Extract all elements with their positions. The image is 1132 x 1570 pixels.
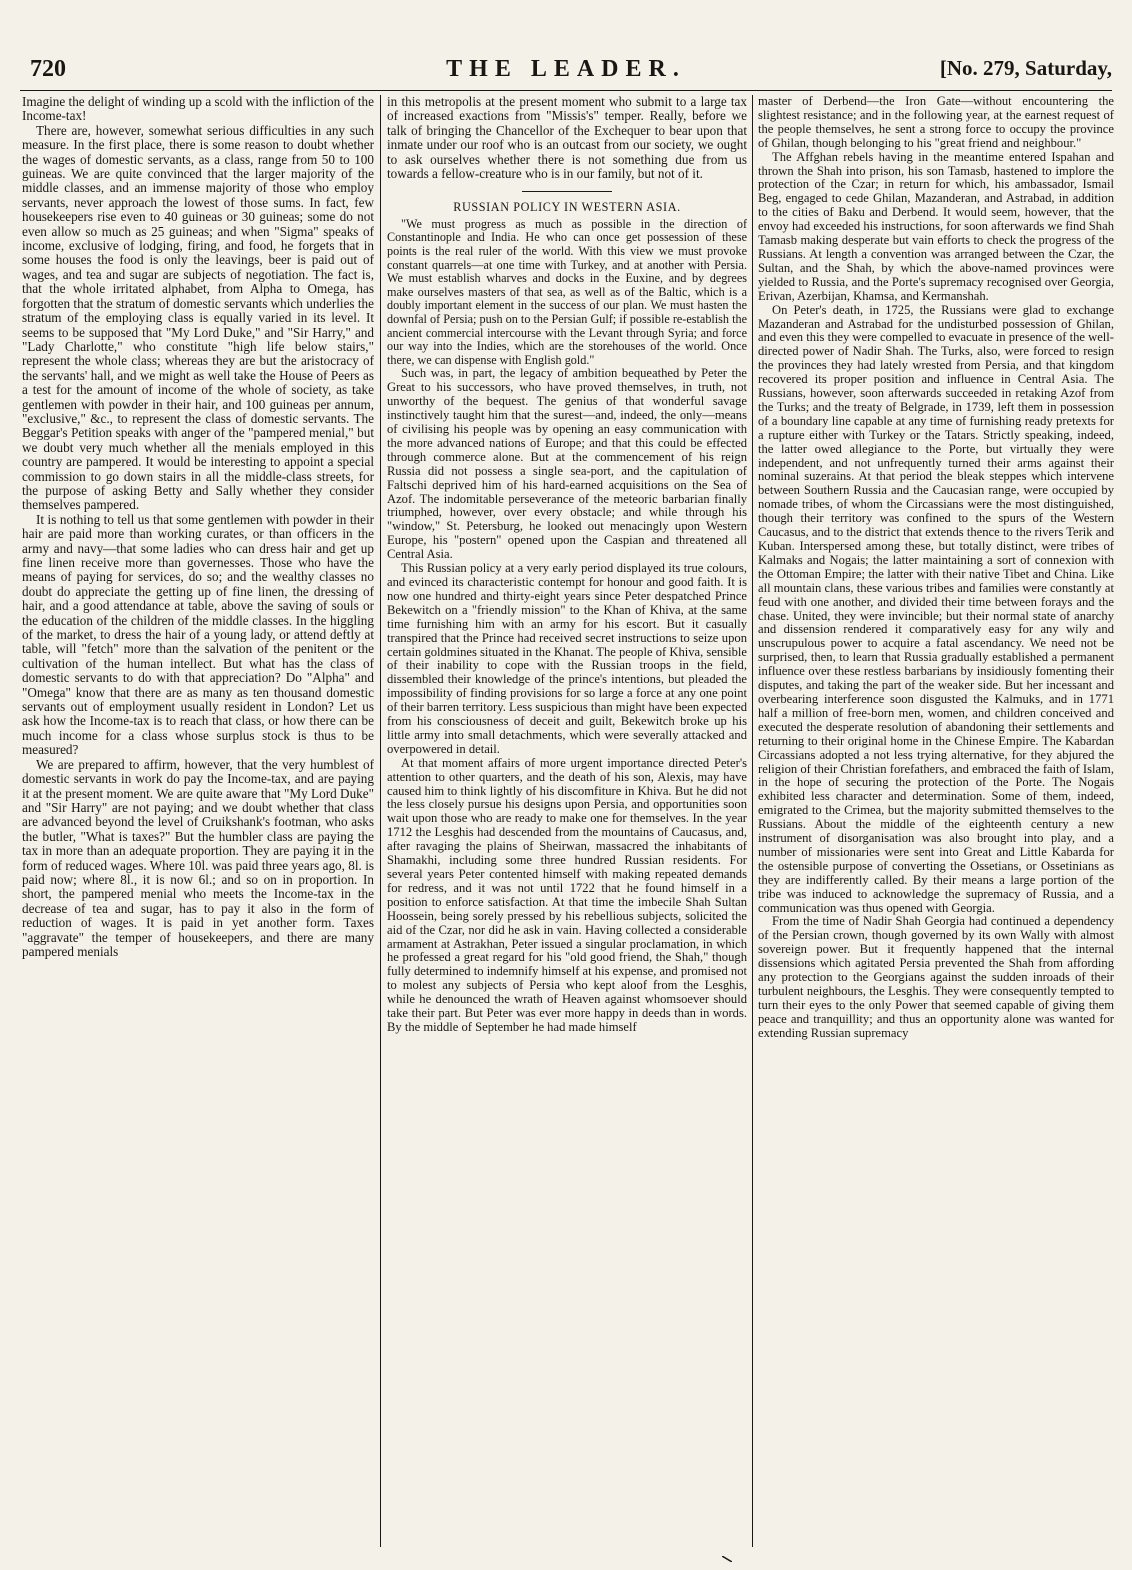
paragraph: On Peter's death, in 1725, the Russians were glad to exchange Mazanderan and Astrabad for the undisturbed possession of Ghilan, and even this they were compelled to evacuate in presence of the well-directed power of Nadir Shah. The Turks, also, were forced to resign the provinces they had lately wrested from Persia, and that kingdom recovered its proper position and influence in Central Asia. The Russians, however, soon afterwards succeeded in retaking Azof from the Turks; and the treaty of Belgrade, in 1739, left them in possession of a boundary line capable at any time of furnishing ready pretexts for a rupture either with Turkey or the Tatars. Strictly speaking, indeed, the latter owed allegiance to the Porte, but virtually they were independent, and not unfrequently turned their arms against their nominal suzerains. At that period the bleak steppes which intervene between Southern Russia and the Caucasian range, were occupied by nomade tribes, of whom the Circassians were the most distinguished, though their territory was confined to the spurs of the Western Caucasus, and to the district that extends thence to the rivers Terik and Kuban. Interspersed among these, but totally distinct, were tribes of Kalmaks and Nogais; the latter maintaining a sort of connexion with the Ottoman Empire; the latter with their native Tibet and China. Like all mountain clans, these various tribes and families were constantly at feud with one another, and divided their time between forays and the chase. United, they were invincible; but their normal state of anarchy and dissension rendered it comparatively easy for any wily and unscrupulous power to acquire a fatal ascendancy. We need not be surprised, then, to learn that Russia gradually established a permanent influence over these restless barbarians by insidiously fomenting their disputes, and taking the part of the weaker side. But her incessant and overbearing interference soon disgusted the Kalmuks, and in 1771 half a million of free-born men, women, and children conceived and executed the desperate resolution of abandoning their settlements and returning to their original home in the Chinese Empire. The Kabardan Circassians adopted a not less trying alternative, for they abjured the religion of their Christian forefathers, and embraced the faith of Islam, in the hope of securing the protection of the Porte. The Nogais exhibited less character and determination. Some of them, indeed, emigrated to the Crimea, but the majority submitted themselves to the Russians. About the middle of the eighteenth century a new instrument of disorganisation was also brought into play, and a number of missionaries were sent into Great and Little Kabarda for the ostensible purpose of converting the Ossetians, or Ossetinians as they are indifferently called. By their means a large portion of the tribe was induced to acknowledge the supremacy of Russia, and a communication was thus opened with Georgia.: [758, 302, 1114, 915]
paragraph: The Affghan rebels having in the meantime entered Ispahan and thrown the Shah into prison, his son Tamasb, hastened to implore the protection of the Czar; in return for which, his ambassador, Ismail Beg, engaged to cede Ghilan, Mazanderan, and Astrabad, in addition to the cities of Baku and Derbend. It would seem, however, that the envoy had exceeded his instructions, for soon afterwards we find Shah Tamasb making desperate but vain efforts to check the progress of the Russians. At length a convention was arranged between the Czar, the Sultan, and the Shah, by which the above-named provinces were yielded to Russia, and the Porte's supremacy recognised over Georgia, Erivan, Azerbijan, Khamsa, and Kermanshah.: [758, 149, 1114, 303]
paragraph: We are prepared to affirm, however, that the very humblest of domestic servants in work do pay the Income-tax, and are paying it at the present moment. We are quite aware that "My Lord Duke" and "Sir Harry" are not paying; and we doubt whether that class are advanced beyond the level of Cruikshank's footman, who asks the butler, "What is taxes?" But the humbler class are paying the tax in more than an adequate proportion. They are paying it in the form of reduced wages. Where 10l. was paid three years ago, 8l. is paid now; where 8l., it is now 6l.; and so on in proportion. In short, the pampered menial who meets the Income-tax in the decrease of tea and sugar, has to pay it also in the form of reduction of wages. It is paid in yet another form. Taxes "aggravate" the temper of housekeepers, and there are many pampered menials: [22, 756, 374, 959]
paragraph: Imagine the delight of winding up a scold with the infliction of the Income-tax!: [22, 95, 374, 124]
paragraph: This Russian policy at a very early period displayed its true colours, and evinced its characteristic contempt for honour and good faith. It is now one hundred and thirty-eight years since Peter despatched Prince Bekewitch on a "friendly mission" to the Khan of Khiva, at the same time furnishing him with an army for his escort. But it casually transpired that the Prince had received secret instructions to seize upon certain goldmines situated in the Khanat. The people of Khiva, sensible of their inability to cope with the Russian troops in the field, dissembled their knowledge of the prince's intentions, but pleaded the impossibility of finding provisions for so large a force at any one point of their barren territory. Less suspicious than might have been expected from his consciousness of deceit and guilt, Bekewitch broke up his little army into small detachments, which were severally attacked and overpowered in detail.: [387, 561, 747, 756]
article-heading: RUSSIAN POLICY IN WESTERN ASIA.: [453, 200, 681, 215]
page-header: [20, 56, 1112, 90]
page-number: 720: [30, 56, 66, 82]
epigraph-quote: "We must progress as much as possible in the direction of Constantinople and India. He who can once get possession of these points is the real ruler of the world. With this view we must provoke constant quarrels—at one time with Turkey, and at another with Persia. We must establish wharves and docks in the Euxine, and by degrees make ourselves masters of that sea, as well as of the Baltic, which is a doubly important element in the success of our plan. We must hasten the downfal of Persia; push on to the Persian Gulf; if possible re-establish the ancient commercial intercourse with the Levant through Syria; and force our way into the Indies, which are the storehouses of the world. Once there, we can dispense with English gold.": [387, 216, 747, 367]
column-divider: [380, 95, 381, 1547]
section-divider: [522, 191, 612, 192]
paragraph: It is nothing to tell us that some gentlemen with powder in their hair are paid more than working curates, or than officers in the army and navy—that some ladies who can dress hair and get up fine linen receive more than governesses. Those who have the means of paying for services, do so; and the wealthy classes no doubt do appreciate the getting up of fine linen, the dressing of hair, and a good attendance at table, above the saving of souls or the education of the children of the middle classes. In the higgling of the market, to dress the hair of a young lady, or attend deftly at table, will "fetch" more than the salvation of the penitent or the cultivation of the human intellect. But what has the class of domestic servants to do with that appreciation? Do "Alpha" and "Omega" know that there are as many as ten thousand domestic servants out of employment usually resident in London? Let us ask how the Income-tax is to reach that class, or how there can be much income for a class whose surplus stock is thus to be measured?: [22, 511, 374, 758]
paragraph: Such was, in part, the legacy of ambition bequeathed by Peter the Great to his successors, who have proved themselves, in truth, not unworthy of the bequest. The genius of that wonderful savage instinctively taught him that the surest—and, indeed, the only—means of civilising his people was by opening an easy communication with the more advanced nations of Europe; and that this could be effected through commerce alone. But at the commencement of his reign Russia did not possess a single sea-port, and the capitulation of Faltschi deprived him of his hard-earned acquisitions on the Sea of Azof. The indomitable perseverance of the meteoric barbarian finally triumphed, however, over every obstacle; and while through his "window," St. Petersburg, he looked out menacingly upon Western Europe, his "postern" opened upon the Caspian and threatened all Central Asia.: [387, 366, 747, 562]
issue-label: [No. 279, Saturday,: [939, 56, 1112, 80]
paragraph: From the time of Nadir Shah Georgia had continued a dependency of the Persian crown, though governed by its own Wally with almost sovereign power. But it frequently happened that the internal dissensions which agitated Persia prevented the Shah from affording any protection to the Georgians against the sudden inroads of their turbulent neighbours, the Lesghis. They were consequently tempted to turn their eyes to the only Power that seemed capable of giving them peace and tranquillity; and thus an opportunity alone was wanted for extending Russian supremacy: [758, 914, 1114, 1040]
paragraph: There are, however, somewhat serious difficulties in any such measure. In the first place, there is some reason to doubt whether the wages of domestic servants, as a class, range from 50 to 100 guineas. We are quite convinced that the larger majority of the middle classes, and an immense majority of those who employ servants, never approach the lowest of those sums. In fact, few housekeepers rise even to 40 guineas or 30 guineas; some do not even allow so much as 25 guineas; and when "Sigma" speaks of income, exclusive of lodging, firing, and food, he forgets that in some houses the food is only the leavings, beer is paid out of wages, and tea and sugar are subjects of negotiation. The fact is, that the whole irritated alphabet, from Alpha to Omega, has forgotten that the stratum of domestic servants which underlies the stratum of the employing class is equally varied in its level. It seems to be supposed that "My Lord Duke," and "Sir Harry," and "Lady Charlotte," who constitute "high life below stairs," represent the whole class; whereas they are but the aristocracy of the servants' hall, and we might as well take the House of Peers as a test for the amount of income of the whole of society, as take gentlemen with powder in their hair, and 100 guineas per annum, "exclusive," &c., to represent the class of domestic servants. The Beggar's Petition speaks with anger of the "pampered menial," but we doubt very much whether all the menials employed in this country are pampered. It would be interesting to appoint a special commission to go down stairs in all the middle-class streets, for the purpose of asking Betty and Sally whether they consider themselves pampered.: [22, 122, 374, 513]
column-divider: [752, 95, 753, 1547]
newspaper-title: THE LEADER.: [446, 56, 686, 82]
column-left: [22, 95, 374, 1550]
page-mark: [722, 1556, 732, 1562]
paragraph: At that moment affairs of more urgent importance directed Peter's attention to other quarters, and the death of his son, Alexis, may have caused him to think lightly of his discomfiture in Khiva. But he did not the less closely pursue his designs upon Persia, and opportunities soon wait upon those who are ready to make one for themselves. In the year 1712 the Lesghis had descended from the mountains of Caucasus, and, after ravaging the plains of Sheirwan, massacred the inhabitants of Shamakhi, including some three hundred Russian residents. For several years Peter contented himself with making repeated demands for redress, and it was not until 1722 that he found himself in a position to enforce satisfaction. At that time the imbecile Shah Sultan Hoossein, being sorely pressed by his rebellious subjects, solicited the aid of the Czar, nor did he ask in vain. Having collected a considerable armament at Astrakhan, Peter issued a singular proclamation, in which he professed a great regard for his "old good friend, the Shah," though fully determined to indemnify himself at his expense, and promised not to molest any subjects of Persia who kept aloof from the Lesghis, while he denounced the wrath of Heaven against whomsoever should take their part. But Peter was ever more happy in deeds than in words. By the middle of September he had made himself: [387, 755, 747, 1034]
header-rule: [20, 90, 1112, 91]
column-right: [758, 95, 1114, 1550]
paragraph: in this metropolis at the present moment who submit to a large tax of increased exactions from "Missis's" temper. Really, before we talk of bringing the Chancellor of the Exchequer to bear upon that inmate under our roof who is an outcast from our society, we ought to ask ourselves whether there is not something due from us towards a fellow-creature who is in our family, but not of it.: [387, 95, 747, 182]
column-middle: [387, 95, 747, 1550]
paragraph: master of Derbend—the Iron Gate—without encountering the slightest resistance; and in the following year, at the earnest request of the people themselves, he sent a strong force to occupy the province of Ghilan, though belonging to his "great friend and neighbour.": [758, 95, 1114, 150]
